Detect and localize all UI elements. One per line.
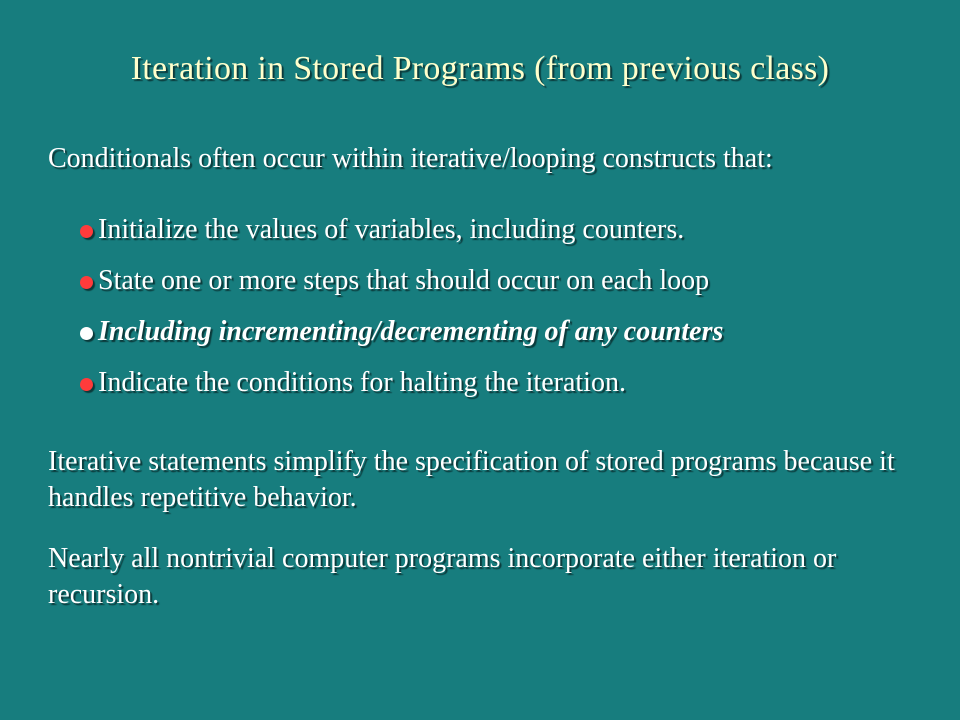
paragraph-iterative-statements: Iterative statements simplify the specification of stored programs because it handles repetitive behavior.	[48, 446, 895, 513]
bullet-item	[80, 365, 900, 401]
slide-title: Iteration in Stored Programs (from previous class)	[130, 50, 830, 87]
bullet-dot-icon	[80, 225, 93, 238]
bullet-text: State one or more steps that should occur on each loop	[98, 265, 710, 296]
bullet-list	[80, 212, 900, 416]
bullet-text: Indicate the conditions for halting the iteration.	[98, 367, 626, 398]
intro-text: Conditionals often occur within iterative/looping constructs that:	[48, 143, 773, 174]
bullet-dot-icon	[80, 327, 93, 340]
bullet-text: Initialize the values of variables, including counters.	[98, 214, 685, 245]
bullet-dot-icon	[80, 276, 93, 289]
bullet-dot-icon	[80, 378, 93, 391]
bullet-text: Including incrementing/decrementing of any counters	[98, 316, 724, 347]
bullet-item	[80, 314, 900, 350]
paragraph-nontrivial-programs: Nearly all nontrivial computer programs incorporate either iteration or recursion.	[48, 543, 837, 610]
bullet-item	[80, 263, 900, 299]
bullet-item	[80, 212, 900, 248]
